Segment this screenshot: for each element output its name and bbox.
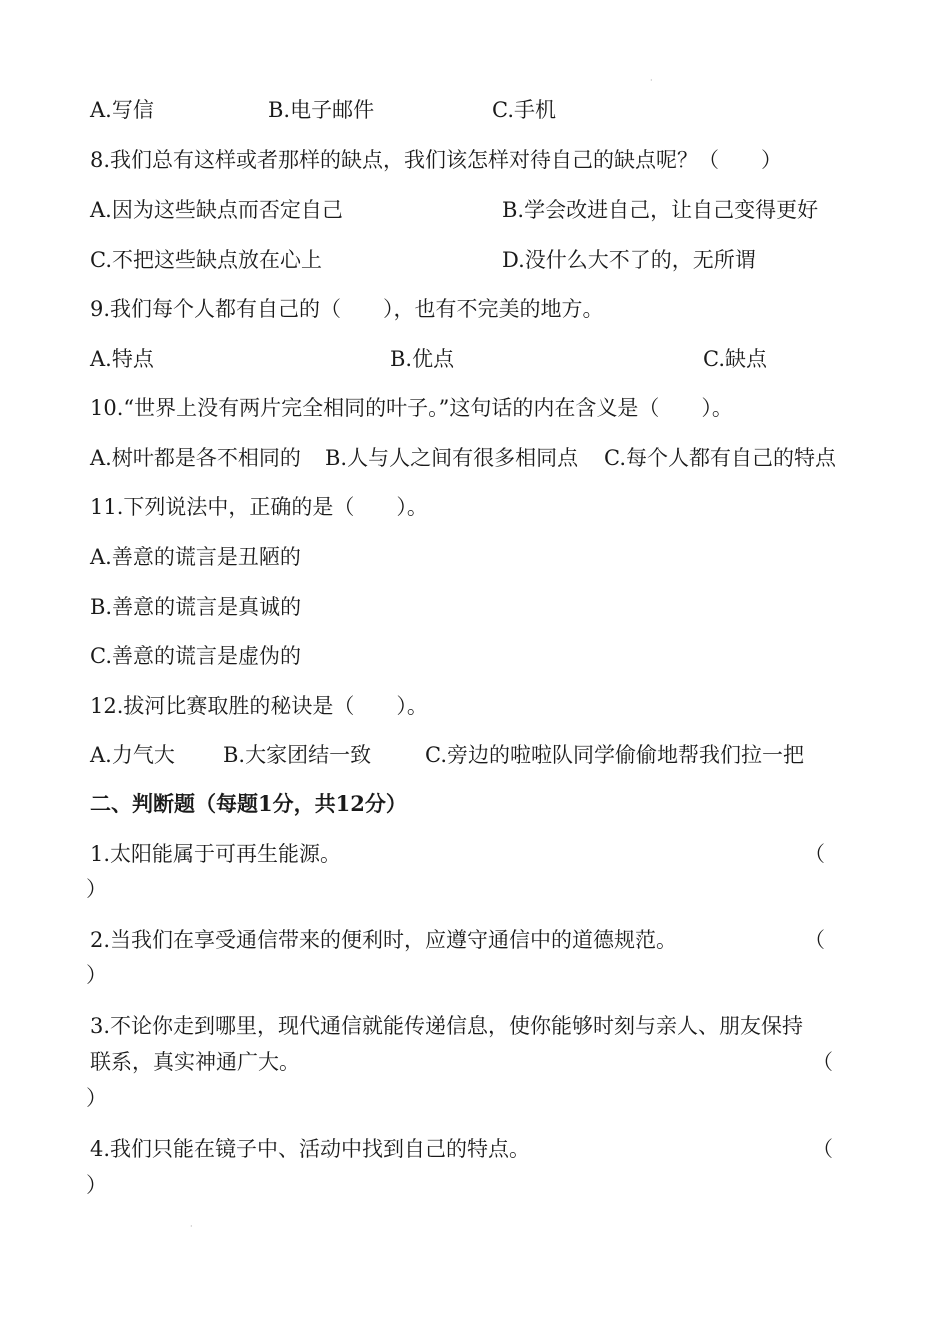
- q8-option-c: C.不把这些缺点放在心上: [90, 248, 322, 272]
- judge-2-close-paren: ）: [86, 963, 107, 987]
- q12-option-b: B.大家团结一致: [223, 743, 372, 767]
- q7-option-b: B.电子邮件: [268, 98, 375, 122]
- judge-item-3-line1: 3.不论你走到哪里，现代通信就能传递信息，使你能够时刻与亲人、朋友保持: [90, 1014, 804, 1038]
- judge-item-1: 1.太阳能属于可再生能源。: [90, 842, 342, 866]
- judge-item-2: 2.当我们在享受通信带来的便利时，应遵守通信中的道德规范。: [90, 928, 678, 952]
- section-title: 二、判断题（每题1分，共12分）: [90, 791, 407, 816]
- q7-option-a: A.写信: [90, 98, 154, 122]
- judge-item-4: 4.我们只能在镜子中、活动中找到自己的特点。: [90, 1137, 531, 1161]
- q12-stem: 12.拔河比赛取胜的秘诀是（ ）。: [90, 694, 428, 718]
- scan-speck: ·: [650, 76, 653, 85]
- scan-speck: ·: [190, 1222, 193, 1231]
- q9-stem: 9.我们每个人都有自己的（ ），也有不完美的地方。: [90, 297, 604, 321]
- q11-stem: 11.下列说法中，正确的是（ ）。: [90, 495, 428, 519]
- q7-option-c: C.手机: [492, 98, 556, 122]
- judge-4-close-paren: ）: [86, 1173, 107, 1197]
- q10-stem: 10.“世界上没有两片完全相同的叶子。”这句话的内在含义是（ ）。: [90, 396, 733, 420]
- judge-1-open-paren: （: [804, 842, 825, 866]
- q8-option-b: B.学会改进自己，让自己变得更好: [502, 198, 819, 222]
- q8-option-a: A.因为这些缺点而否定自己: [90, 198, 343, 222]
- q10-option-b: B.人与人之间有很多相同点: [325, 446, 579, 470]
- q12-option-c: C.旁边的啦啦队同学偷偷地帮我们拉一把: [425, 743, 804, 767]
- judge-2-open-paren: （: [804, 928, 825, 952]
- q8-stem: 8.我们总有这样或者那样的缺点，我们该怎样对待自己的缺点呢？（ ）: [90, 148, 783, 172]
- q11-option-b: B.善意的谎言是真诚的: [90, 595, 302, 619]
- q12-option-a: A.力气大: [90, 743, 175, 767]
- q9-option-a: A.特点: [90, 347, 154, 371]
- q8-option-d: D.没什么大不了的，无所谓: [502, 248, 756, 272]
- q10-option-a: A.树叶都是各不相同的: [90, 446, 301, 470]
- judge-3-close-paren: ）: [86, 1086, 107, 1110]
- judge-3-open-paren: （: [812, 1050, 833, 1074]
- q10-option-c: C.每个人都有自己的特点: [604, 446, 836, 470]
- q9-option-c: C.缺点: [703, 347, 767, 371]
- q11-option-c: C.善意的谎言是虚伪的: [90, 644, 301, 668]
- judge-1-close-paren: ）: [86, 877, 107, 901]
- judge-item-3-line2: 联系，真实神通广大。: [90, 1050, 300, 1074]
- q11-option-a: A.善意的谎言是丑陋的: [90, 545, 301, 569]
- q9-option-b: B.优点: [390, 347, 455, 371]
- judge-4-open-paren: （: [812, 1137, 833, 1161]
